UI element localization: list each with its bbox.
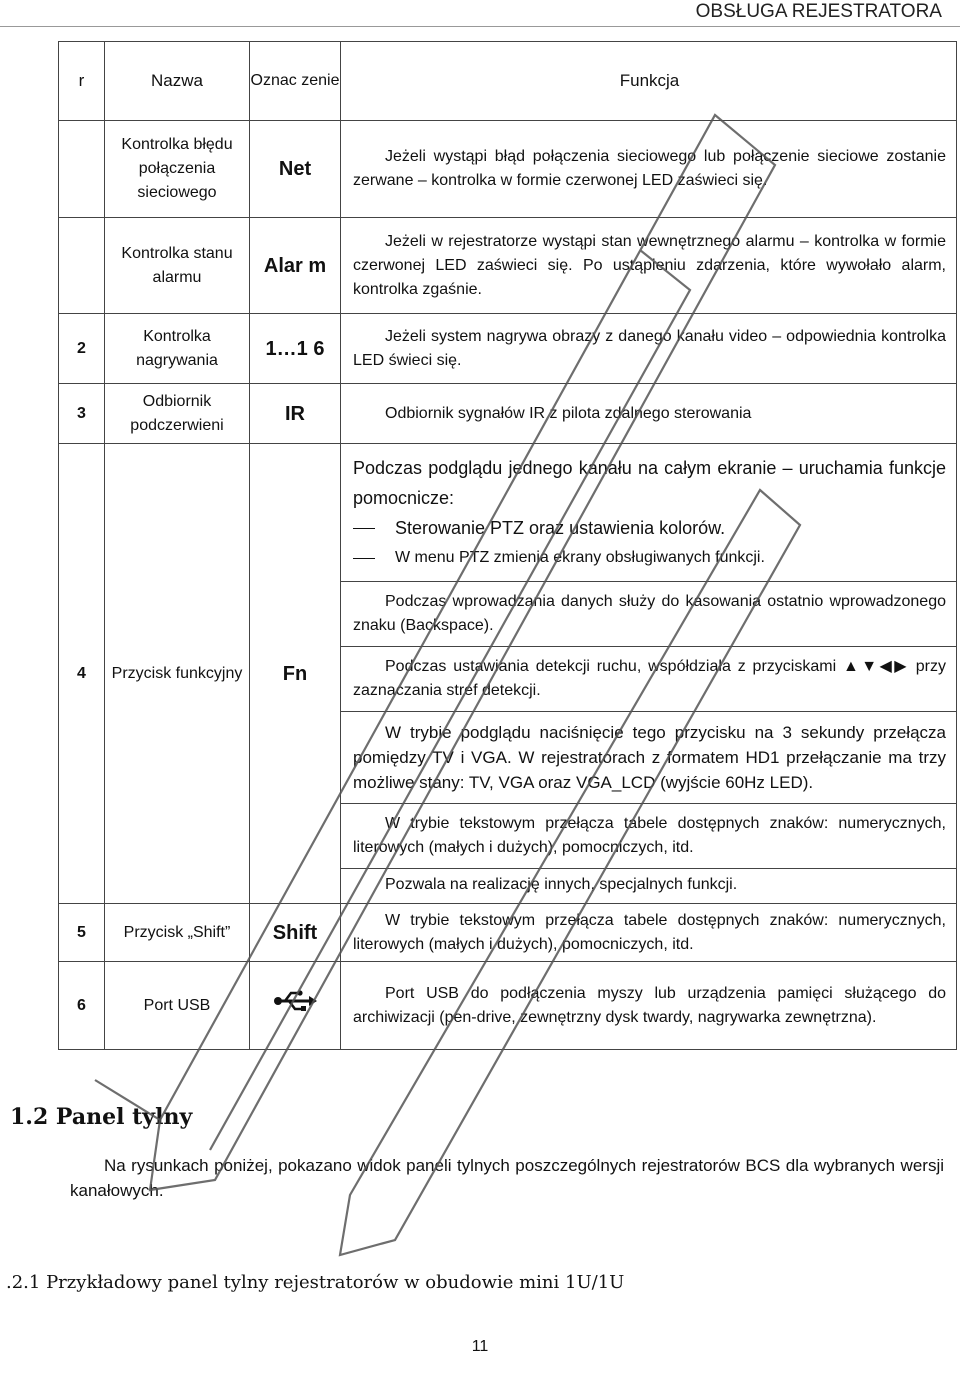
col-header-nr: r: [59, 42, 105, 121]
table-row: [59, 444, 957, 904]
header-title: OBSŁUGA REJESTRATORA: [695, 1, 942, 22]
fn-block: Pozwala na realizację innych, specjalnych funkcji.: [385, 875, 738, 893]
table-row: [59, 384, 957, 444]
row-symbol: Fn: [250, 444, 341, 904]
row-name: Kontrolka nagrywania: [105, 314, 250, 384]
row-function: W trybie tekstowym przełącza tabele dostępnych znaków: numerycznych, literowych (małych i dużych), pomocniczych, itd.: [341, 904, 957, 962]
row-name: Kontrolka stanu alarmu: [105, 218, 250, 314]
row-function: Jeżeli system nagrywa obrazy z danego kanału video – odpowiednia kontrolka LED świeci się.: [341, 314, 957, 384]
fn-bullet: W menu PTZ zmienia ekrany obsługiwanych funkcji.: [353, 543, 946, 573]
row-function: Port USB do podłączenia myszy lub urządzenia pamięci służącego do archiwizacji (pen-drive, zewnętrzny dysk twardy, nagrywarka zewnętrzna).: [341, 962, 957, 1050]
table-row: [59, 218, 957, 314]
fn-block: Podczas wprowadzania danych służy do kasowania ostatnio wprowadzonego znaku (Backspace).: [353, 592, 946, 634]
row-nr: 2: [59, 314, 105, 384]
section-text: Na rysunkach poniżej, pokazano widok paneli tylnych poszczególnych rejestratorów BCS dla wybranych wersji kanałowych.: [70, 1156, 944, 1200]
row-symbol: Net: [250, 121, 341, 218]
row-symbol: Alar m: [250, 218, 341, 314]
row-symbol: 1…1 6: [250, 314, 341, 384]
row-nr: 6: [59, 962, 105, 1050]
table-header-row: [59, 42, 957, 121]
col-header-function: Funkcja: [341, 42, 957, 121]
col-header-symbol: Oznac zenie: [250, 42, 341, 121]
page-number: 11: [471, 1338, 489, 1355]
usb-icon: [273, 990, 317, 1021]
row-name: Port USB: [105, 962, 250, 1050]
page-header: [0, 0, 960, 27]
row-function: Odbiornik sygnałów IR z pilota zdalnego sterowania: [341, 384, 957, 444]
row-function: Jeżeli wystąpi błąd połączenia sieciowego lub połączenie sieciowe zostanie zerwane – kontrolka w formie czerwonej LED zaświeci się.: [341, 121, 957, 218]
row-name: Odbiornik podczerwieni: [105, 384, 250, 444]
row-symbol: [250, 962, 341, 1050]
fn-block: W trybie tekstowym przełącza tabele dostępnych znaków: numerycznych, literowych (małych i dużych), pomocniczych, itd.: [353, 814, 946, 856]
row-symbol: IR: [250, 384, 341, 444]
row-name: Kontrolka błędu połączenia sieciowego: [105, 121, 250, 218]
row-nr: 4: [59, 444, 105, 904]
table-row: [59, 904, 957, 962]
row-nr: [59, 218, 105, 314]
row-function: Jeżeli w rejestratorze wystąpi stan wewnętrznego alarmu – kontrolka w formie czerwonej LED zaświeci się. Po ustąpieniu zdarzenia, które wywołało alarm, kontrolka zgaśnie.: [341, 218, 957, 314]
row-name: Przycisk funkcyjny: [105, 444, 250, 904]
row-nr: [59, 121, 105, 218]
table-row: [59, 314, 957, 384]
section-title: 1.2 Panel tylny: [10, 1104, 193, 1130]
function-table: [58, 41, 957, 1050]
fn-bullet: Sterowanie PTZ oraz ustawienia kolorów.: [353, 513, 946, 543]
subsection-title: .2.1 Przykładowy panel tylny rejestratorów w obudowie mini 1U/1U: [6, 1272, 625, 1293]
col-header-name: Nazwa: [105, 42, 250, 121]
fn-block: Podczas ustawiania detekcji ruchu, współdziała z przyciskami ▲▼◀▶ przy zaznaczania stref detekcji.: [353, 657, 946, 699]
fn-intro: Podczas podglądu jednego kanału na całym ekranie – uruchamia funkcje pomocnicze:: [353, 457, 946, 508]
table-row: [59, 962, 957, 1050]
table-row: [59, 121, 957, 218]
row-function: [341, 444, 957, 904]
fn-block: W trybie podglądu naciśnięcie tego przycisku na 3 sekundy przełącza pomiędzy TV i VGA. W rejestratorach z formatem HD1 przełączanie ma trzy możliwe stany: TV, VGA oraz VGA_LCD (wyjście 60Hz LED).: [353, 722, 946, 792]
row-symbol: Shift: [250, 904, 341, 962]
row-name: Przycisk „Shift”: [105, 904, 250, 962]
row-nr: 3: [59, 384, 105, 444]
row-nr: 5: [59, 904, 105, 962]
